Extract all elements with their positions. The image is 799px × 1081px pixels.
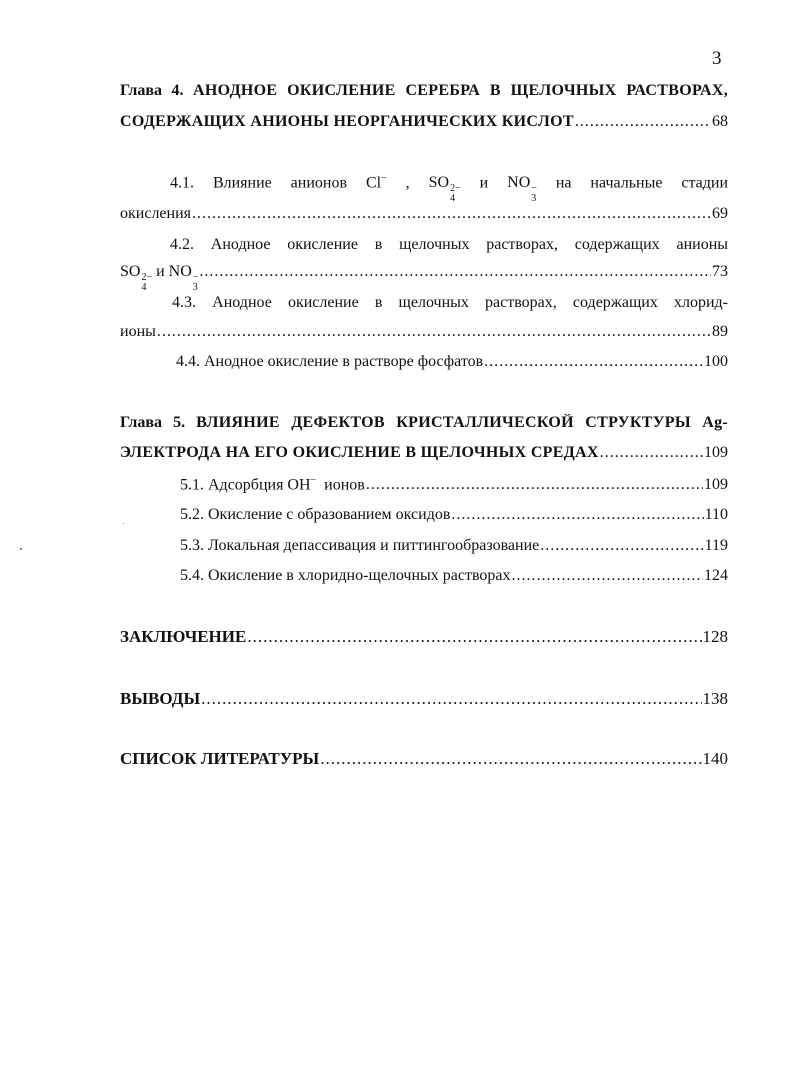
leader-dots (575, 113, 711, 131)
findings-title: ВЫВОДЫ (120, 689, 201, 708)
section-5-4-text: 5.4. Окисление в хлоридно-щелочных растворах (180, 567, 511, 584)
chapter-4-page: 68 (712, 113, 728, 130)
findings-page: 138 (702, 689, 728, 708)
conclusion-page: 128 (702, 627, 728, 646)
section-5-2 (180, 506, 728, 524)
section-4-1-number: 4.1. (170, 174, 194, 192)
chapter-4-title-line2: СОДЕРЖАЩИХ АНИОНЫ НЕОРГАНИЧЕСКИХ КИСЛОТ (120, 113, 574, 130)
section-4-2-ions: SO 2− 4 и NO − 3 (120, 263, 199, 293)
section-4-4 (176, 353, 728, 371)
section-5-1-text: 5.1. Адсорбция OH− ионов (180, 475, 365, 494)
section-5-4-page: 124 (704, 567, 728, 584)
section-5-1-page: 109 (704, 476, 728, 494)
section-5-1 (180, 475, 728, 494)
section-5-4 (180, 567, 728, 585)
chloride-ion: Cl− (365, 173, 387, 192)
chapter-5-page: 109 (704, 444, 728, 461)
chapter-5-heading-line2 (120, 444, 728, 462)
conclusion-title: ЗАКЛЮЧЕНИЕ (120, 627, 247, 646)
section-4-3-line1: 4.3. Анодное окисление в щелочных растворах, содержащих хлорид- (172, 294, 728, 311)
section-4-2-line1: 4.2. Анодное окисление в щелочных растворах, содержащих анионы (170, 236, 728, 253)
conclusion-entry (120, 627, 728, 647)
leader-dots (484, 353, 703, 371)
leader-dots (512, 567, 703, 585)
scan-speck (20, 548, 22, 550)
sulfate-ion: SO 2− 4 (120, 263, 153, 293)
section-4-4-page: 100 (704, 353, 728, 370)
chapter-4-title-line1: АНОДНОЕ ОКИСЛЕНИЕ СЕРЕБРА В ЩЕЛОЧНЫХ РАСТВОРАХ, (193, 82, 728, 99)
section-4-3-page: 89 (712, 323, 728, 340)
section-4-1-text-b: на начальные стадии (555, 174, 728, 192)
nitrate-ion: NO − 3 (507, 174, 537, 205)
leader-dots (201, 689, 701, 709)
section-4-1-line1: 4.1. Влияние анионов Cl− , SO 2− 4 и NO − 3 на начальные стадии (170, 173, 728, 205)
section-4-2-line2 (120, 263, 728, 293)
chapter-4-heading (120, 82, 728, 100)
leader-dots (451, 506, 703, 524)
scan-speck (123, 523, 124, 524)
leader-dots (600, 444, 703, 462)
section-4-1-line2 (120, 205, 728, 223)
section-4-2-page: 73 (712, 263, 728, 280)
chapter-5-heading (120, 414, 728, 432)
sulfate-ion: SO 2− 4 (428, 174, 461, 205)
section-4-3-line2 (120, 323, 728, 341)
section-4-1-line2-text: окисления (120, 205, 192, 222)
section-4-1-page: 69 (712, 205, 728, 222)
findings-entry (120, 689, 728, 709)
leader-dots (247, 627, 701, 647)
section-4-1-and: и (479, 174, 489, 192)
leader-dots (157, 323, 711, 341)
section-4-4-text: 4.4. Анодное окисление в растворе фосфатов (176, 353, 484, 370)
leader-dots (192, 205, 711, 223)
nitrate-ion: NO − 3 (168, 263, 199, 293)
references-title: СПИСОК ЛИТЕРАТУРЫ (120, 749, 320, 768)
leader-dots (540, 537, 703, 555)
section-5-3-page: 119 (704, 537, 728, 554)
leader-dots (199, 263, 711, 281)
section-5-3 (180, 537, 728, 555)
chapter-5-title-line2: ЭЛЕКТРОДА НА ЕГО ОКИСЛЕНИЕ В ЩЕЛОЧНЫХ СРЕДАХ (120, 444, 599, 461)
page-number: 3 (712, 48, 722, 69)
leader-dots (366, 476, 703, 494)
references-page: 140 (702, 749, 728, 768)
section-5-3-text: 5.3. Локальная депассивация и питтингообразование (180, 537, 540, 554)
section-5-2-text: 5.2. Окисление с образованием оксидов (180, 506, 451, 523)
leader-dots (320, 749, 701, 769)
section-4-3-line2-text: ионы (120, 323, 156, 340)
section-4-1-text-a: Влияние анионов (212, 174, 348, 192)
chapter-5-title-line1: ВЛИЯНИЕ ДЕФЕКТОВ КРИСТАЛЛИЧЕСКОЙ СТРУКТУРЫ Ag- (196, 414, 728, 431)
chapter-4-heading-line2 (120, 113, 728, 131)
chapter-4-prefix: Глава 4. (120, 82, 184, 99)
references-entry (120, 749, 728, 769)
chapter-5-prefix: Глава 5. (120, 414, 186, 431)
section-5-2-page: 110 (704, 506, 728, 523)
